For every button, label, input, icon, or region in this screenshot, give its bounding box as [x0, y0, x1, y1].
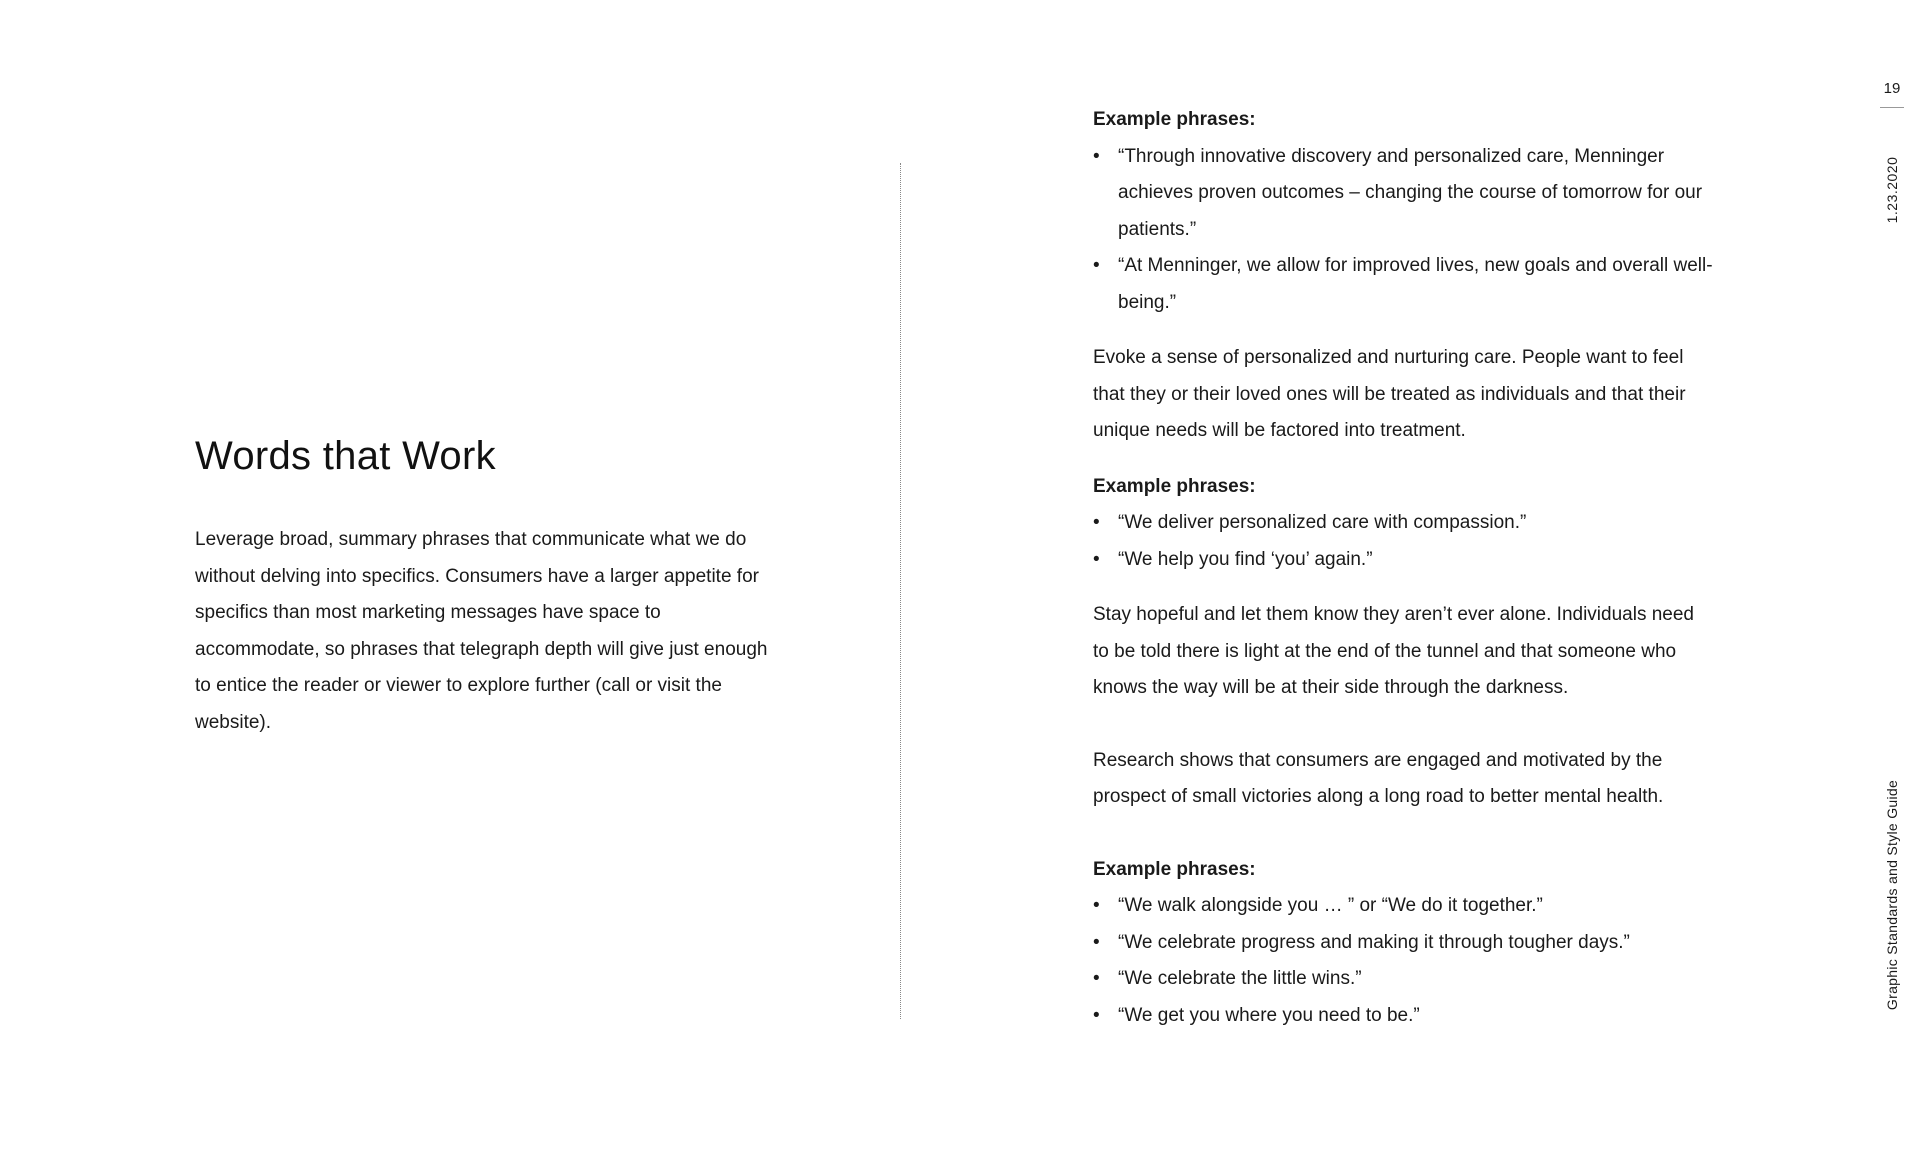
- list-item: • “We help you find ‘you’ again.”: [1093, 542, 1713, 579]
- list-item: • “We walk alongside you … ” or “We do it together.”: [1093, 888, 1713, 925]
- list-item: • “Through innovative discovery and personalized care, Menninger achieves proven outcomes – changing the course of tomorrow for our patients.”: [1093, 139, 1713, 249]
- paragraph-research: Research shows that consumers are engaged and motivated by the prospect of small victories along a long road to better mental health.: [1093, 749, 1664, 807]
- list-item: • “We celebrate the little wins.”: [1093, 961, 1713, 998]
- example-list-3: [1093, 888, 1713, 1034]
- list-item: • “We celebrate progress and making it through tougher days.”: [1093, 925, 1713, 962]
- example-list-1: [1093, 139, 1713, 322]
- paragraph-stay-hopeful: Stay hopeful and let them know they aren’t ever alone. Individuals need to be told there is light at the end of the tunnel and that someone who knows the way will be at their side through the darkness.: [1093, 604, 1694, 698]
- list-item: • “At Menninger, we allow for improved lives, new goals and overall well-being.”: [1093, 248, 1713, 321]
- intro-paragraph: Leverage broad, summary phrases that communicate what we do without delving into specifics. Consumers have a larger appetite for specifics than most marketing messages have space to accommodate, so phrases that telegraph depth will give just enough to entice the reader or viewer to explore further (call or visit the website).: [195, 529, 768, 733]
- example-label: Example phrases:: [1093, 858, 1256, 880]
- list-item: • “We get you where you need to be.”: [1093, 998, 1713, 1035]
- paragraph-personalized-care: Evoke a sense of personalized and nurturing care. People want to feel that they or their loved ones will be treated as individuals and that their unique needs will be factored into treatment.: [1093, 347, 1686, 441]
- page-title: Words that Work: [195, 434, 496, 478]
- example-label: Example phrases:: [1093, 109, 1256, 130]
- example-list-2: [1093, 505, 1713, 578]
- list-item: • “We deliver personalized care with compassion.”: [1093, 505, 1713, 542]
- document-date: 1.23.2020: [1884, 156, 1900, 224]
- column-divider: [900, 163, 901, 1019]
- right-column: [1093, 102, 1713, 1034]
- page-number-rule: [1880, 107, 1904, 108]
- guide-title: Graphic Standards and Style Guide: [1884, 779, 1900, 1011]
- left-column: [195, 430, 775, 741]
- page-number: 19: [1883, 80, 1901, 97]
- example-label: Example phrases:: [1093, 475, 1256, 497]
